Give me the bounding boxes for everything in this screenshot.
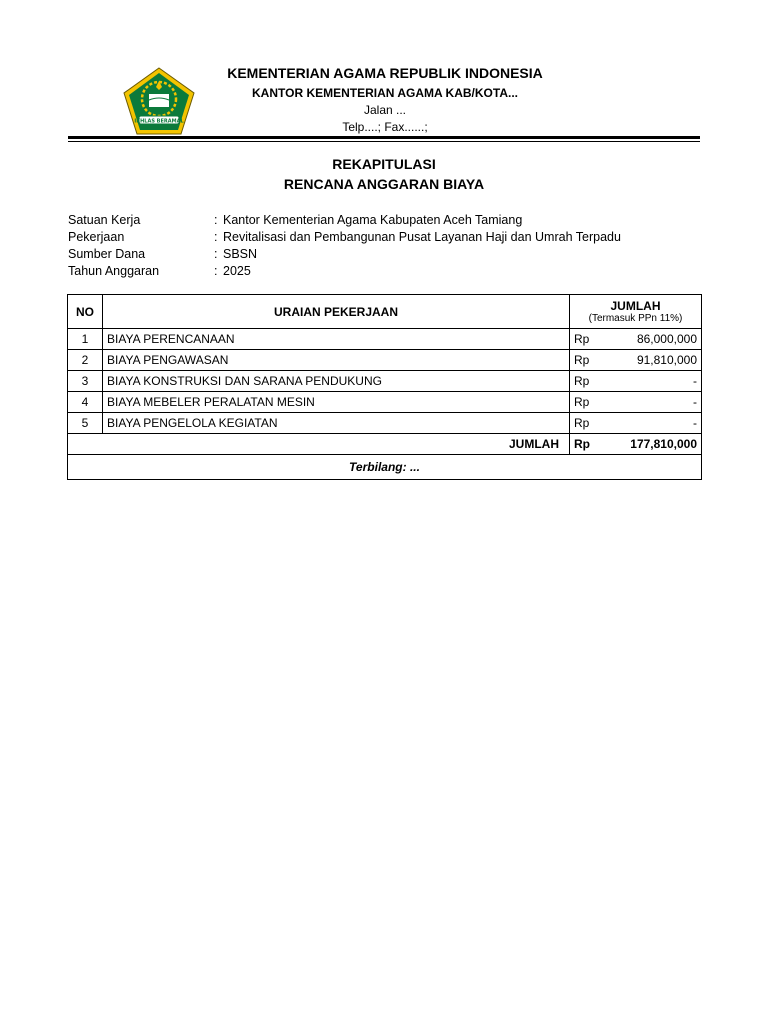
column-header-amount-label: JUMLAH [610, 299, 661, 313]
info-separator: : [214, 264, 218, 278]
column-header-desc: URAIAN PEKERJAAN [103, 295, 570, 329]
total-amount: 177,810,000 [602, 434, 702, 455]
table-row [68, 329, 702, 350]
row-description: BIAYA PENGAWASAN [103, 350, 570, 371]
office-name: KANTOR KEMENTERIAN AGAMA KAB/KOTA... [252, 86, 518, 100]
table-row [68, 392, 702, 413]
info-value: Kantor Kementerian Agama Kabupaten Aceh Tamiang [223, 213, 523, 227]
info-value: Revitalisasi dan Pembangunan Pusat Layanan Haji dan Umrah Terpadu [223, 230, 621, 244]
total-currency: Rp [570, 434, 602, 455]
header-divider [68, 136, 700, 139]
info-value: SBSN [223, 247, 258, 261]
row-currency: Rp [570, 329, 602, 350]
column-header-no: NO [68, 295, 103, 329]
row-amount: - [602, 392, 702, 413]
total-label: JUMLAH [68, 434, 570, 455]
row-number: 2 [68, 350, 103, 371]
table-row [68, 350, 702, 371]
row-amount: 91,810,000 [602, 350, 702, 371]
info-separator: : [214, 230, 218, 244]
terbilang-text: Terbilang: ... [68, 455, 702, 480]
info-separator: : [214, 247, 218, 261]
info-label: Satuan Kerja [68, 213, 141, 227]
svg-text:IKHLAS BERAMAL: IKHLAS BERAMAL [134, 118, 184, 125]
table-row [68, 371, 702, 392]
column-header-amount-sub: (Termasuk PPn 11%) [588, 313, 683, 324]
row-number: 3 [68, 371, 103, 392]
row-currency: Rp [570, 350, 602, 371]
office-contact: Telp....; Fax......; [342, 120, 428, 134]
info-separator: : [214, 213, 218, 227]
info-label: Pekerjaan [68, 230, 125, 244]
row-number: 4 [68, 392, 103, 413]
row-description: BIAYA KONSTRUKSI DAN SARANA PENDUKUNG [103, 371, 570, 392]
row-description: BIAYA PERENCANAAN [103, 329, 570, 350]
row-amount: - [602, 413, 702, 434]
table-header-row [68, 295, 702, 329]
column-header-amount [570, 295, 702, 329]
row-currency: Rp [570, 413, 602, 434]
row-description: BIAYA MEBELER PERALATAN MESIN [103, 392, 570, 413]
row-number: 5 [68, 413, 103, 434]
office-address: Jalan ... [363, 103, 407, 117]
row-amount: - [602, 371, 702, 392]
info-label: Sumber Dana [68, 247, 146, 261]
info-value: 2025 [223, 264, 251, 278]
ministry-name: KEMENTERIAN AGAMA REPUBLIK INDONESIA [227, 65, 543, 81]
row-number: 1 [68, 329, 103, 350]
row-amount: 86,000,000 [602, 329, 702, 350]
document-subtitle: RENCANA ANGGARAN BIAYA [283, 176, 485, 192]
header-divider-thin [68, 141, 700, 142]
info-label: Tahun Anggaran [68, 264, 160, 278]
table-row [68, 413, 702, 434]
row-description: BIAYA PENGELOLA KEGIATAN [103, 413, 570, 434]
terbilang-row [68, 455, 702, 480]
total-row [68, 434, 702, 455]
document-title: REKAPITULASI [332, 156, 436, 172]
row-currency: Rp [570, 392, 602, 413]
row-currency: Rp [570, 371, 602, 392]
budget-table [67, 294, 702, 480]
